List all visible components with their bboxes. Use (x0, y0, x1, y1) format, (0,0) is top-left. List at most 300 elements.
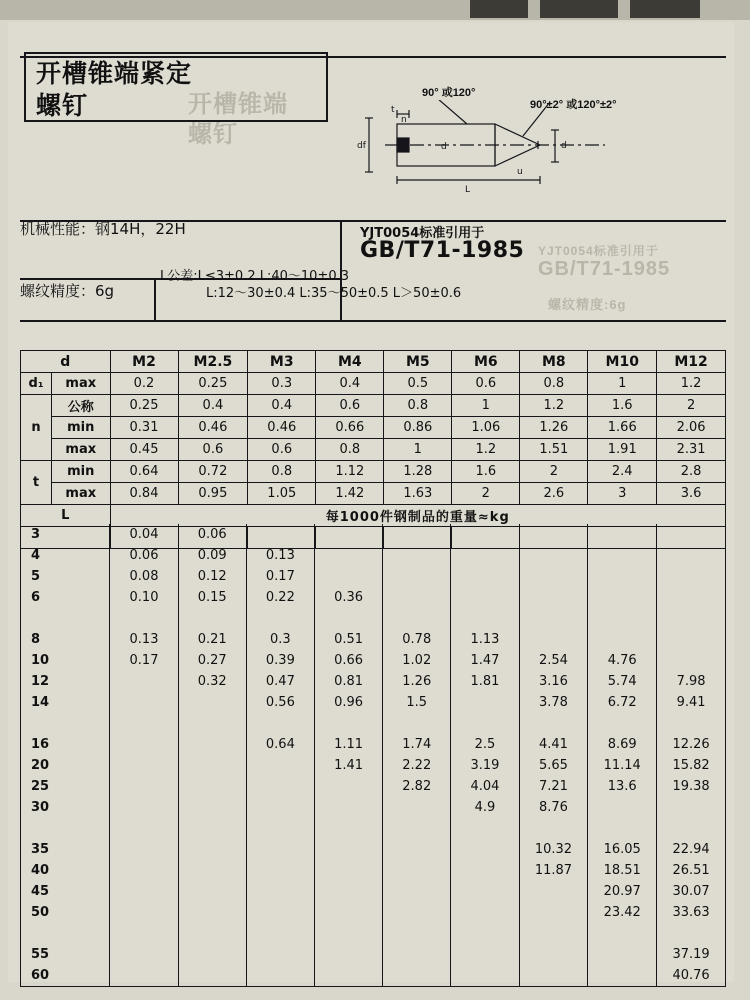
weight-cell-16-1 (178, 860, 246, 881)
weight-cell-11-6: 5.65 (519, 755, 588, 776)
weight-cell-8-8: 9.41 (657, 692, 726, 713)
weight-row (21, 524, 726, 545)
row-sub-1: 公称 (52, 395, 110, 417)
weight-cell-14-8 (657, 818, 726, 839)
weight-cell-2-7 (588, 566, 657, 587)
weight-cell-18-3 (314, 902, 382, 923)
weight-row (21, 860, 726, 881)
weight-cell-7-5: 1.81 (451, 671, 519, 692)
weight-cell-21-3 (314, 965, 382, 987)
cell-4-2: 0.8 (248, 461, 316, 483)
weight-cell-2-4 (383, 566, 451, 587)
weight-row-length (21, 608, 110, 629)
thread-accuracy: 螺纹精度：6g (20, 282, 115, 300)
weight-cell-19-1 (178, 923, 246, 944)
weight-row (21, 587, 726, 608)
angle-note-left: 90° 或120° (422, 87, 476, 99)
weight-cell-8-5 (451, 692, 519, 713)
weight-cell-10-1 (178, 734, 246, 755)
weight-cell-20-3 (314, 944, 382, 965)
weight-row-length: 45 (21, 881, 110, 902)
weight-row (21, 818, 726, 839)
weight-row (21, 692, 726, 713)
weight-row-length: 12 (21, 671, 110, 692)
weight-cell-9-6 (519, 713, 588, 734)
weight-cell-4-3 (314, 608, 382, 629)
cell-0-7: 1 (588, 373, 657, 395)
weight-row (21, 566, 726, 587)
weight-cell-18-1 (178, 902, 246, 923)
cell-1-8: 2 (657, 395, 726, 417)
weight-cell-12-8: 19.38 (657, 776, 726, 797)
weight-cell-19-6 (519, 923, 588, 944)
weight-cell-4-0 (110, 608, 178, 629)
weight-cell-12-5: 4.04 (451, 776, 519, 797)
bleed-text-3: YJT0054标准引用于 (538, 244, 659, 258)
cell-4-1: 0.72 (178, 461, 248, 483)
weight-cell-6-3: 0.66 (314, 650, 382, 671)
cell-2-2: 0.46 (248, 417, 316, 439)
weight-cell-10-2: 0.64 (246, 734, 314, 755)
weight-cell-12-7: 13.6 (588, 776, 657, 797)
weight-cell-16-3 (314, 860, 382, 881)
weight-cell-10-6: 4.41 (519, 734, 588, 755)
weight-cell-1-6 (519, 545, 588, 566)
weight-row-length: 3 (21, 524, 110, 545)
specification-table (20, 350, 726, 549)
weight-cell-9-7 (588, 713, 657, 734)
cell-1-3: 0.6 (316, 395, 384, 417)
cell-4-4: 1.28 (384, 461, 452, 483)
weight-cell-3-5 (451, 587, 519, 608)
weight-cell-17-6 (519, 881, 588, 902)
cell-2-6: 1.26 (520, 417, 588, 439)
cell-5-3: 1.42 (316, 483, 384, 505)
tolerance-line-2: L:12～30±0.4 L:35～50±0.5 L＞50±0.6 (206, 286, 462, 301)
weight-cell-2-2: 0.17 (246, 566, 314, 587)
weight-cell-15-3 (314, 839, 382, 860)
weight-cell-15-7: 16.05 (588, 839, 657, 860)
cell-5-2: 1.05 (248, 483, 316, 505)
header-size-3: M4 (316, 351, 384, 373)
weight-row-length: 4 (21, 545, 110, 566)
weight-cell-0-8 (657, 524, 726, 545)
weights-title: 每1000件钢制品的重量≈kg (110, 505, 726, 527)
weight-row-length (21, 923, 110, 944)
weight-cell-5-4: 0.78 (383, 629, 451, 650)
header-rule-bottom (20, 320, 726, 322)
cell-2-4: 0.86 (384, 417, 452, 439)
weight-cell-2-5 (451, 566, 519, 587)
cell-5-5: 2 (452, 483, 520, 505)
table-row (21, 417, 726, 439)
cell-3-1: 0.6 (178, 439, 248, 461)
cell-4-5: 1.6 (452, 461, 520, 483)
weight-row-length: 35 (21, 839, 110, 860)
weight-cell-19-3 (314, 923, 382, 944)
row-sub-5: max (52, 483, 110, 505)
weight-cell-21-2 (246, 965, 314, 987)
weight-row-length: 40 (21, 860, 110, 881)
weight-cell-0-1: 0.06 (178, 524, 246, 545)
weight-row (21, 902, 726, 923)
weight-cell-16-5 (451, 860, 519, 881)
weight-cell-12-2 (246, 776, 314, 797)
cell-2-3: 0.66 (316, 417, 384, 439)
row-sub-0: max (52, 373, 110, 395)
weight-cell-0-4 (383, 524, 451, 545)
weight-cell-19-5 (451, 923, 519, 944)
weight-cell-13-1 (178, 797, 246, 818)
cell-2-0: 0.31 (110, 417, 178, 439)
weight-cell-1-1: 0.09 (178, 545, 246, 566)
weight-cell-1-0: 0.06 (110, 545, 178, 566)
weight-cell-6-6: 2.54 (519, 650, 588, 671)
weight-row (21, 608, 726, 629)
weight-row (21, 965, 726, 987)
cell-5-0: 0.84 (110, 483, 178, 505)
cell-3-7: 1.91 (588, 439, 657, 461)
weight-cell-9-1 (178, 713, 246, 734)
weights-body (21, 524, 726, 987)
weight-row (21, 797, 726, 818)
weight-cell-8-4: 1.5 (383, 692, 451, 713)
weight-cell-0-2 (246, 524, 314, 545)
page-title (36, 58, 326, 122)
weight-cell-2-6 (519, 566, 588, 587)
weight-cell-18-4 (383, 902, 451, 923)
weight-cell-12-6: 7.21 (519, 776, 588, 797)
cell-4-6: 2 (520, 461, 588, 483)
cell-3-5: 1.2 (452, 439, 520, 461)
cell-1-4: 0.8 (384, 395, 452, 417)
weight-cell-8-1 (178, 692, 246, 713)
weight-cell-11-2 (246, 755, 314, 776)
weight-cell-2-3 (314, 566, 382, 587)
weight-cell-4-1 (178, 608, 246, 629)
weight-cell-0-0: 0.04 (110, 524, 178, 545)
weight-cell-18-2 (246, 902, 314, 923)
weight-cell-11-3: 1.41 (314, 755, 382, 776)
weight-row-length: 30 (21, 797, 110, 818)
weight-cell-3-8 (657, 587, 726, 608)
weight-row (21, 671, 726, 692)
weight-cell-20-1 (178, 944, 246, 965)
weight-cell-21-1 (178, 965, 246, 987)
weight-cell-13-4 (383, 797, 451, 818)
weight-cell-15-0 (110, 839, 178, 860)
weight-cell-21-8: 40.76 (657, 965, 726, 987)
weight-cell-15-4 (383, 839, 451, 860)
screw-technical-drawing (355, 100, 655, 200)
tolerance-value-1: L≤3±0.2 L:40～10±0.3 (197, 269, 350, 284)
weight-cell-19-8 (657, 923, 726, 944)
cell-4-0: 0.64 (110, 461, 178, 483)
cell-3-2: 0.6 (248, 439, 316, 461)
weight-cell-13-6: 8.76 (519, 797, 588, 818)
table-body (21, 351, 726, 549)
weight-cell-7-0 (110, 671, 178, 692)
table-row (21, 373, 726, 395)
weight-row-length: 10 (21, 650, 110, 671)
svg-text:L: L (465, 185, 471, 195)
cell-0-2: 0.3 (248, 373, 316, 395)
weight-cell-17-1 (178, 881, 246, 902)
weight-cell-21-7 (588, 965, 657, 987)
bleed-text-1: 开槽锥端 (188, 91, 288, 118)
weight-cell-10-5: 2.5 (451, 734, 519, 755)
weight-cell-8-6: 3.78 (519, 692, 588, 713)
cell-3-6: 1.51 (520, 439, 588, 461)
weight-cell-14-7 (588, 818, 657, 839)
weights-table (20, 524, 726, 987)
weight-row-length (21, 818, 110, 839)
weight-cell-15-6: 10.32 (519, 839, 588, 860)
weight-cell-1-3 (314, 545, 382, 566)
cell-2-1: 0.46 (178, 417, 248, 439)
header-size-2: M3 (248, 351, 316, 373)
weight-row (21, 776, 726, 797)
weight-cell-3-1: 0.15 (178, 587, 246, 608)
table-row (21, 439, 726, 461)
cell-1-0: 0.25 (110, 395, 178, 417)
cell-5-7: 3 (588, 483, 657, 505)
weight-cell-8-7: 6.72 (588, 692, 657, 713)
weight-cell-19-2 (246, 923, 314, 944)
svg-text:t: t (391, 105, 395, 115)
row-group-t: t (21, 461, 52, 505)
weight-cell-9-5 (451, 713, 519, 734)
weight-cell-6-1: 0.27 (178, 650, 246, 671)
weight-cell-12-3 (314, 776, 382, 797)
weight-cell-7-3: 0.81 (314, 671, 382, 692)
header-size-1: M2.5 (178, 351, 248, 373)
weight-cell-9-3 (314, 713, 382, 734)
svg-text:u: u (517, 167, 523, 177)
cell-0-5: 0.6 (452, 373, 520, 395)
weight-cell-4-2 (246, 608, 314, 629)
cell-0-4: 0.5 (384, 373, 452, 395)
cell-4-7: 2.4 (588, 461, 657, 483)
cell-3-4: 1 (384, 439, 452, 461)
table-header-row (21, 351, 726, 373)
weight-cell-14-4 (383, 818, 451, 839)
weight-row-length: 14 (21, 692, 110, 713)
weight-cell-9-4 (383, 713, 451, 734)
weight-row (21, 881, 726, 902)
bleed-text-2: 螺钉 (188, 121, 238, 148)
weight-row (21, 545, 726, 566)
header-size-8: M12 (657, 351, 726, 373)
weight-cell-21-6 (519, 965, 588, 987)
weight-cell-7-2: 0.47 (246, 671, 314, 692)
weight-cell-20-0 (110, 944, 178, 965)
weight-cell-17-2 (246, 881, 314, 902)
weight-cell-2-1: 0.12 (178, 566, 246, 587)
weight-cell-8-2: 0.56 (246, 692, 314, 713)
weight-cell-21-0 (110, 965, 178, 987)
weight-cell-3-7 (588, 587, 657, 608)
svg-text:n: n (401, 115, 407, 125)
weight-cell-6-4: 1.02 (383, 650, 451, 671)
weight-cell-17-5 (451, 881, 519, 902)
weight-cell-5-0: 0.13 (110, 629, 178, 650)
row-group-d1: d₁ (21, 373, 52, 395)
svg-text:d: d (441, 142, 447, 152)
weight-cell-19-7 (588, 923, 657, 944)
weight-cell-16-4 (383, 860, 451, 881)
cell-4-8: 2.8 (657, 461, 726, 483)
weight-cell-18-7: 23.42 (588, 902, 657, 923)
bleed-block-3 (630, 0, 700, 18)
cell-1-6: 1.2 (520, 395, 588, 417)
weight-cell-20-7 (588, 944, 657, 965)
weight-cell-7-7: 5.74 (588, 671, 657, 692)
weight-cell-6-2: 0.39 (246, 650, 314, 671)
weight-cell-10-7: 8.69 (588, 734, 657, 755)
tolerance-label: L公差: (160, 269, 198, 284)
weight-cell-7-8: 7.98 (657, 671, 726, 692)
cell-1-2: 0.4 (248, 395, 316, 417)
weight-row-length (21, 713, 110, 734)
weight-cell-21-4 (383, 965, 451, 987)
weight-cell-16-2 (246, 860, 314, 881)
weight-cell-10-3: 1.11 (314, 734, 382, 755)
weight-cell-7-1: 0.32 (178, 671, 246, 692)
weight-cell-14-3 (314, 818, 382, 839)
cell-5-1: 0.95 (178, 483, 248, 505)
weight-cell-1-5 (451, 545, 519, 566)
weight-cell-12-0 (110, 776, 178, 797)
cell-3-0: 0.45 (110, 439, 178, 461)
weight-cell-4-6 (519, 608, 588, 629)
weight-cell-3-0: 0.10 (110, 587, 178, 608)
weight-cell-11-8: 15.82 (657, 755, 726, 776)
cell-2-7: 1.66 (588, 417, 657, 439)
weight-cell-5-1: 0.21 (178, 629, 246, 650)
row-sub-3: max (52, 439, 110, 461)
weight-cell-15-5 (451, 839, 519, 860)
weight-cell-10-4: 1.74 (383, 734, 451, 755)
weight-cell-13-7 (588, 797, 657, 818)
header-rule-vert2 (154, 278, 156, 322)
cell-3-3: 0.8 (316, 439, 384, 461)
weight-cell-14-2 (246, 818, 314, 839)
weight-cell-20-6 (519, 944, 588, 965)
header-size-0: M2 (110, 351, 178, 373)
weight-cell-15-2 (246, 839, 314, 860)
cell-1-5: 1 (452, 395, 520, 417)
header-L: L (21, 505, 111, 527)
table-row (21, 395, 726, 417)
weight-cell-14-1 (178, 818, 246, 839)
weight-cell-20-5 (451, 944, 519, 965)
weight-row (21, 734, 726, 755)
weight-cell-14-5 (451, 818, 519, 839)
weight-cell-12-1 (178, 776, 246, 797)
cell-0-3: 0.4 (316, 373, 384, 395)
cell-0-1: 0.25 (178, 373, 248, 395)
weight-cell-7-4: 1.26 (383, 671, 451, 692)
weight-cell-17-3 (314, 881, 382, 902)
bleed-block-1 (470, 0, 528, 18)
weight-row (21, 944, 726, 965)
length-tolerance (160, 268, 461, 302)
weight-cell-1-7 (588, 545, 657, 566)
weight-cell-6-0: 0.17 (110, 650, 178, 671)
row-sub-2: min (52, 417, 110, 439)
svg-text:d: d (561, 141, 567, 151)
bleed-text-5: 螺纹精度:6g (548, 297, 627, 312)
weight-cell-14-6 (519, 818, 588, 839)
row-group-n: n (21, 395, 52, 461)
bleed-text-4: GB/T71-1985 (538, 258, 671, 280)
weight-cell-3-6 (519, 587, 588, 608)
standard-reference: YJT0054标准引用于 (360, 226, 485, 241)
cell-1-7: 1.6 (588, 395, 657, 417)
weight-cell-15-8: 22.94 (657, 839, 726, 860)
weight-cell-6-5: 1.47 (451, 650, 519, 671)
weight-cell-18-6 (519, 902, 588, 923)
weight-cell-5-7 (588, 629, 657, 650)
weight-cell-4-7 (588, 608, 657, 629)
cell-4-3: 1.12 (316, 461, 384, 483)
weight-cell-7-6: 3.16 (519, 671, 588, 692)
weight-cell-20-4 (383, 944, 451, 965)
weight-cell-1-4 (383, 545, 451, 566)
weight-cell-0-5 (451, 524, 519, 545)
weight-row-length: 5 (21, 566, 110, 587)
weight-row-length: 8 (21, 629, 110, 650)
weight-cell-11-0 (110, 755, 178, 776)
weight-cell-15-1 (178, 839, 246, 860)
weight-cell-21-5 (451, 965, 519, 987)
header-size-5: M6 (452, 351, 520, 373)
weight-row-length: 16 (21, 734, 110, 755)
cell-5-8: 3.6 (657, 483, 726, 505)
weight-cell-14-0 (110, 818, 178, 839)
weight-row-length: 55 (21, 944, 110, 965)
weight-cell-5-6 (519, 629, 588, 650)
weight-cell-0-6 (519, 524, 588, 545)
cell-3-8: 2.31 (657, 439, 726, 461)
cell-2-8: 2.06 (657, 417, 726, 439)
weight-cell-16-0 (110, 860, 178, 881)
header-size-6: M8 (520, 351, 588, 373)
angle-note-right: 90°±2° 或120°±2° (530, 99, 617, 111)
weight-row-length: 6 (21, 587, 110, 608)
weight-cell-19-4 (383, 923, 451, 944)
weight-cell-3-2: 0.22 (246, 587, 314, 608)
svg-text:df: df (357, 141, 366, 151)
cell-5-4: 1.63 (384, 483, 452, 505)
weight-cell-16-6: 11.87 (519, 860, 588, 881)
tolerance-line-1 (160, 268, 461, 285)
weight-cell-12-4: 2.82 (383, 776, 451, 797)
weight-cell-4-4 (383, 608, 451, 629)
table-row (21, 461, 726, 483)
weight-cell-0-7 (588, 524, 657, 545)
cell-1-1: 0.4 (178, 395, 248, 417)
weight-cell-9-2 (246, 713, 314, 734)
weight-cell-17-4 (383, 881, 451, 902)
weight-cell-10-0 (110, 734, 178, 755)
weight-cell-8-3: 0.96 (314, 692, 382, 713)
weight-cell-11-4: 2.22 (383, 755, 451, 776)
cell-5-6: 2.6 (520, 483, 588, 505)
weight-cell-13-0 (110, 797, 178, 818)
weight-cell-0-3 (314, 524, 382, 545)
